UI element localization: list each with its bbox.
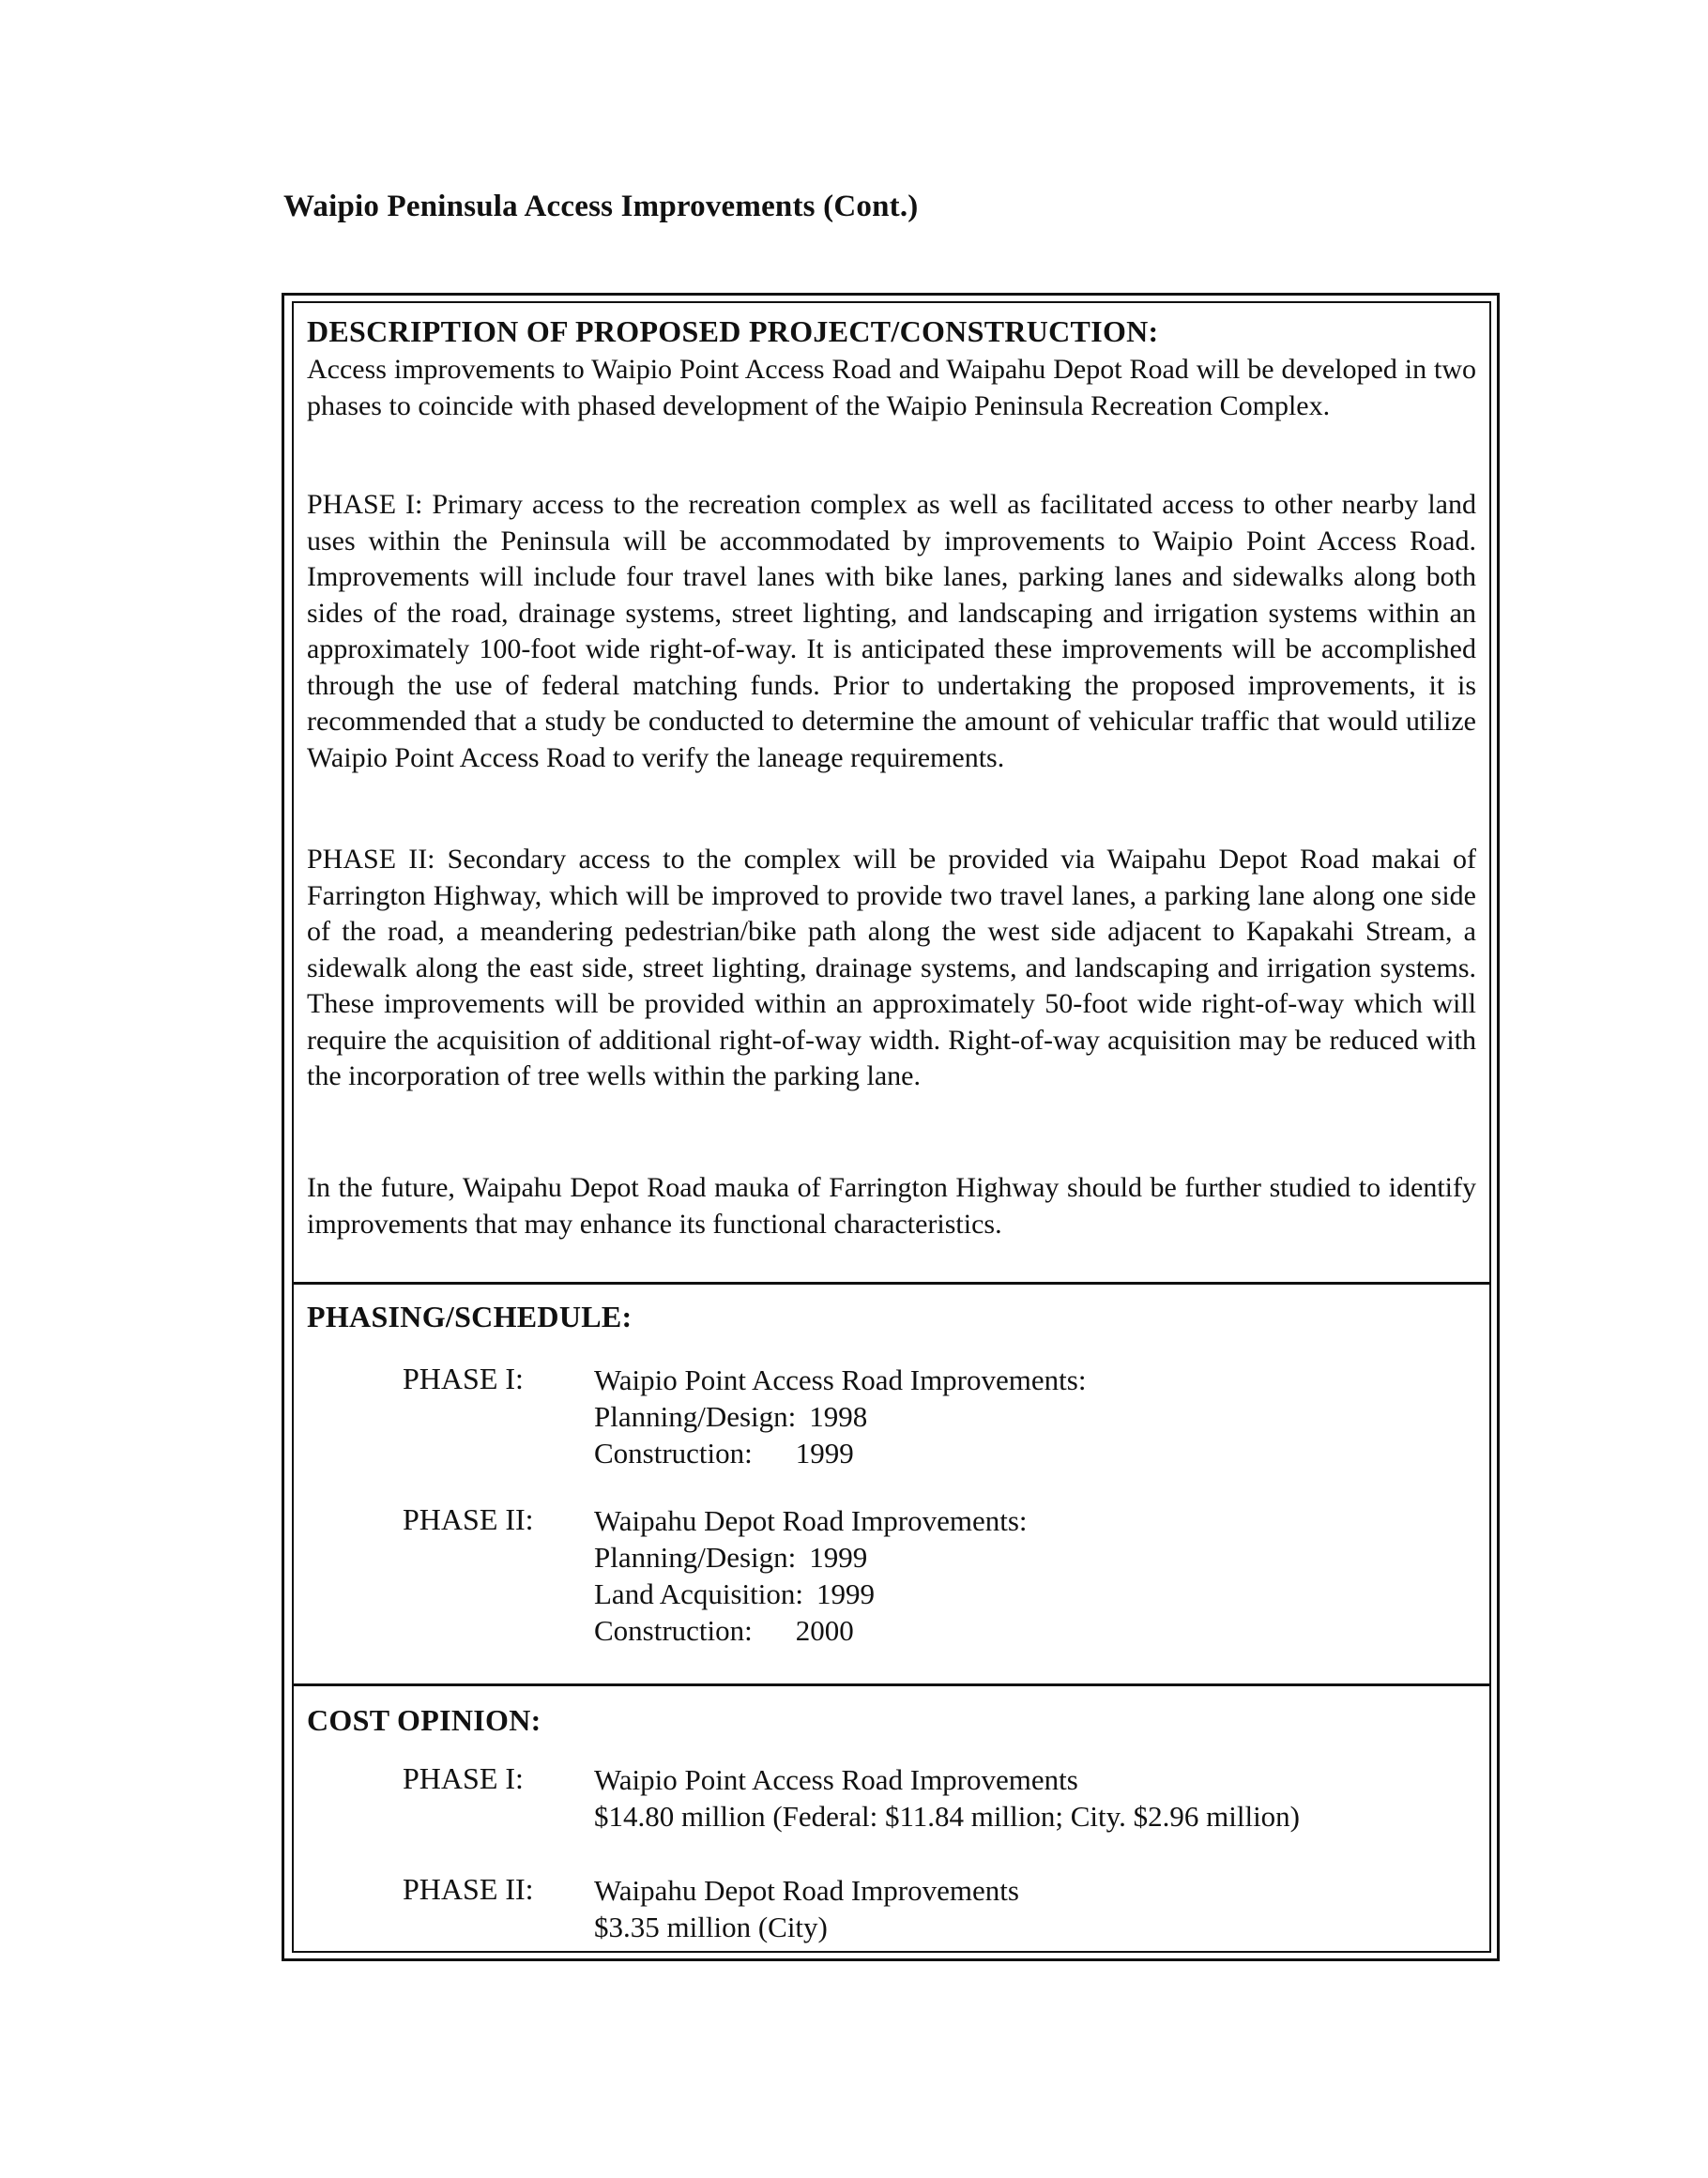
schedule-value: 1999 bbox=[816, 1577, 876, 1610]
phase-label: PHASE II: bbox=[403, 1872, 534, 1906]
description-paragraph: PHASE II: Secondary access to the complex will be provided via Waipahu Depot Road makai of Farrington Highway, which will be improved to provide two travel lanes, a parking lane along one side of the road, a meandering pedestrian/bike path along the west side adjacent to Kapakahi Stream, a sidewalk along the east side, street lighting, drainage systems, and landscaping and irrigation systems. These improvements will be provided within an approximately 50-foot wide right-of-way which will require the acquisition of additional right-of-way width. Right-of-way acquisition may be reduced with the incorporation of tree wells within the parking lane. bbox=[307, 844, 1476, 1091]
phase-label: PHASE II: bbox=[403, 1502, 534, 1536]
project-sheet-frame bbox=[282, 293, 1500, 1961]
schedule-key: Planning/Design: bbox=[594, 1541, 797, 1574]
schedule-key: Construction: bbox=[594, 1437, 753, 1470]
cost-details bbox=[594, 1872, 1019, 1945]
description-paragraph: In the future, Waipahu Depot Road mauka of Farrington Highway should be further studied to identify improvements that may enhance its functional characteristics. bbox=[307, 1172, 1476, 1240]
schedule-row bbox=[594, 1435, 1086, 1471]
phase-label: PHASE I: bbox=[403, 1362, 524, 1395]
cost-heading: COST OPINION: bbox=[307, 1703, 541, 1737]
description-paragraph: PHASE I: Primary access to the recreation complex as well as facilitated access to other nearby land uses within the Peninsula will be accommodated by improvements to Waipio Point Access Road. Improvements will include four travel lanes with bike lanes, parking lanes and sidewalks along both sides of the road, drainage systems, street lighting, and landscaping and irrigation systems within an approximately 100-foot wide right-of-way. It is anticipated these improvements will be accomplished through the use of federal matching funds. Prior to undertaking the proposed improvements, it is recommended that a study be conducted to determine the amount of vehicular traffic that would utilize Waipio Point Access Road to verify the laneage requirements. bbox=[307, 489, 1476, 773]
cost-details bbox=[594, 1761, 1300, 1835]
phasing-heading: PHASING/SCHEDULE: bbox=[307, 1300, 633, 1333]
cost-amount: $14.80 million (Federal: $11.84 million; City. $2.96 million) bbox=[594, 1800, 1301, 1833]
cost-amount: $3.35 million (City) bbox=[594, 1911, 828, 1943]
cost-section bbox=[294, 1683, 1489, 1951]
schedule-value: 1998 bbox=[809, 1400, 868, 1433]
phasing-section bbox=[294, 1282, 1489, 1686]
schedule-value: 2000 bbox=[795, 1614, 854, 1647]
schedule-value: 1999 bbox=[809, 1541, 868, 1574]
cost-title: Waipio Point Access Road Improvements bbox=[594, 1763, 1078, 1796]
phase-label: PHASE I: bbox=[403, 1761, 524, 1795]
phase-details bbox=[594, 1502, 1028, 1649]
page-title: Waipio Peninsula Access Improvements (Cont.) bbox=[283, 190, 919, 223]
schedule-key: Construction: bbox=[594, 1614, 753, 1647]
project-sheet-table bbox=[292, 301, 1491, 1953]
schedule-row bbox=[594, 1612, 1028, 1649]
schedule-key: Land Acquisition: bbox=[594, 1577, 804, 1610]
cost-title: Waipahu Depot Road Improvements bbox=[594, 1874, 1019, 1907]
schedule-key: Planning/Design: bbox=[594, 1400, 797, 1433]
phase-title: Waipio Point Access Road Improvements: bbox=[594, 1363, 1087, 1396]
schedule-value: 1999 bbox=[795, 1437, 854, 1470]
phase-details bbox=[594, 1362, 1086, 1471]
schedule-row bbox=[594, 1398, 1086, 1435]
description-paragraph: Access improvements to Waipio Point Access Road and Waipahu Depot Road will be developed in two phases to coincide with phased development of the Waipio Peninsula Recreation Complex. bbox=[307, 354, 1476, 421]
description-heading: DESCRIPTION OF PROPOSED PROJECT/CONSTRUCTION: bbox=[307, 314, 1159, 348]
schedule-row bbox=[594, 1576, 1028, 1612]
schedule-row bbox=[594, 1539, 1028, 1576]
description-section bbox=[294, 303, 1489, 1282]
phase-title: Waipahu Depot Road Improvements: bbox=[594, 1504, 1028, 1537]
